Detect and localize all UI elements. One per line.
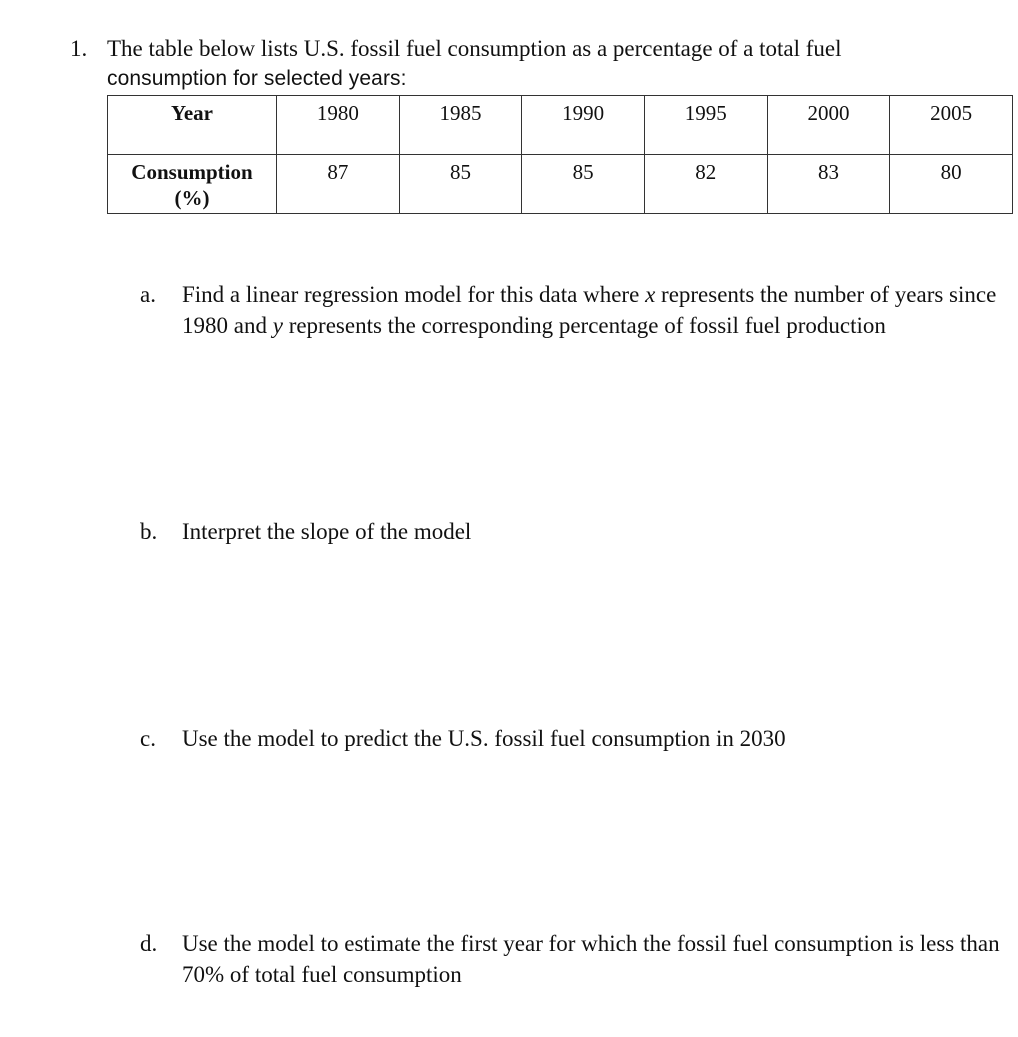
part-a-var-x: x [645, 282, 656, 307]
table-cell-consumption: 82 [644, 155, 767, 214]
consumption-header-line-2: (%) [174, 186, 210, 210]
part-b-letter: b. [140, 519, 158, 544]
table-cell-year: 1980 [277, 96, 400, 155]
table-cell-year: 2005 [890, 96, 1013, 155]
table-header-year: Year [108, 96, 277, 155]
question-intro [107, 34, 987, 94]
fossil-fuel-table [107, 95, 1013, 214]
table-header-consumption [108, 155, 277, 214]
table-row-year [108, 96, 1013, 155]
part-a-text-1: Find a linear regression model for this data where [182, 282, 646, 307]
part-c-letter: c. [140, 726, 156, 751]
part-a-var-y: y [272, 313, 283, 338]
table-row-consumption [108, 155, 1013, 214]
part-a-text-2: represents the number of years since 1980 and [182, 282, 997, 338]
part-d-text: Use the model to estimate the first year for which the fossil fuel consumption is less than 70% of total fuel consumption [182, 931, 1000, 987]
part-a-letter: a. [140, 282, 156, 307]
part-a-text [182, 279, 1002, 341]
question-intro-line-1: The table below lists U.S. fossil fuel consumption as a percentage of a total fuel [107, 36, 842, 61]
question-number: 1. [70, 36, 88, 61]
part-d-letter: d. [140, 931, 158, 956]
part-a-text-3: represents the corresponding percentage of fossil fuel production [282, 313, 886, 338]
table-cell-consumption: 80 [890, 155, 1013, 214]
table-cell-consumption: 87 [277, 155, 400, 214]
part-b-text: Interpret the slope of the model [182, 519, 472, 544]
part-c-text: Use the model to predict the U.S. fossil fuel consumption in 2030 [182, 726, 786, 751]
table-cell-year: 1990 [522, 96, 645, 155]
consumption-header-line-1: Consumption [131, 160, 253, 184]
table-cell-consumption: 83 [767, 155, 890, 214]
table-cell-year: 1985 [399, 96, 522, 155]
question-intro-line-2: consumption for selected years: [107, 67, 407, 90]
table-cell-consumption: 85 [522, 155, 645, 214]
table-cell-consumption: 85 [399, 155, 522, 214]
table-cell-year: 1995 [644, 96, 767, 155]
table-cell-year: 2000 [767, 96, 890, 155]
